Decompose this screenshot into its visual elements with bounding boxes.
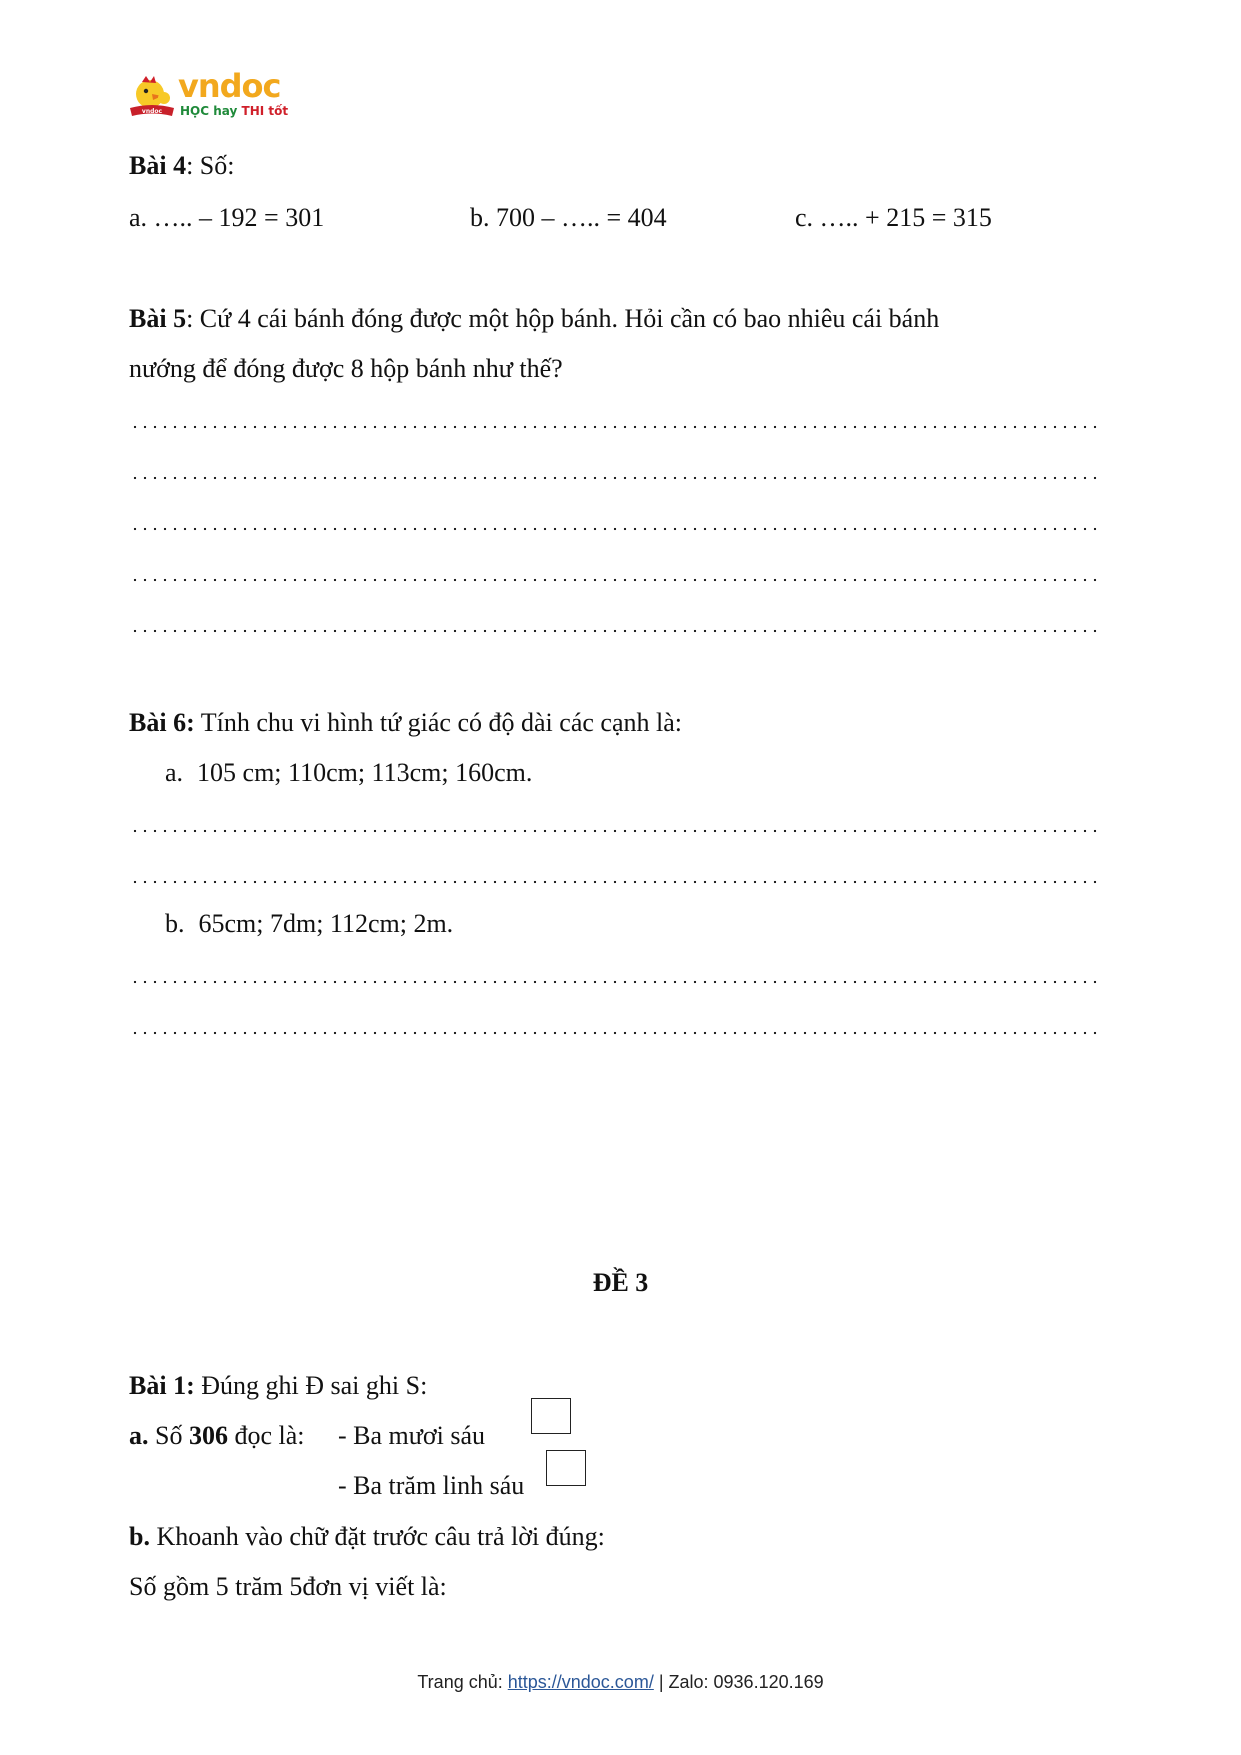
bai4-label: Bài 4	[129, 151, 187, 180]
bai6-label: Bài 6:	[129, 708, 195, 737]
bai6-title: Tính chu vi hình tứ giác có độ dài các cạnh là:	[194, 708, 682, 737]
homepage-link[interactable]: https://vndoc.com/	[507, 1672, 654, 1692]
answer-line[interactable]	[130, 980, 1098, 984]
bai6-item-b: b. 65cm; 7dm; 112cm; 2m.	[165, 909, 454, 938]
bai4-item-b: b. 700 – ….. = 404	[470, 203, 667, 232]
answer-checkbox[interactable]	[546, 1450, 586, 1486]
logo-tagline: HỌC hay THI tốt	[180, 104, 289, 118]
page-footer: Trang chủ: https://vndoc.com/ | Zalo: 0936.120.169	[417, 1672, 824, 1692]
answer-line[interactable]	[130, 829, 1098, 833]
bai4-heading	[129, 150, 235, 182]
bai4-title: : Số:	[186, 151, 235, 180]
bai1-label: Bài 1:	[129, 1371, 195, 1400]
answer-line[interactable]	[130, 629, 1098, 633]
vndoc-logo	[128, 67, 298, 126]
bai5-label: Bài 5	[129, 304, 187, 333]
section-heading-de3: ĐỀ 3	[592, 1268, 649, 1297]
answer-line[interactable]	[130, 578, 1098, 582]
bai6-heading	[129, 707, 682, 739]
bai4-item-c: c. ….. + 215 = 315	[795, 203, 992, 232]
de3-bai1-heading	[129, 1370, 427, 1402]
answer-line[interactable]	[130, 527, 1098, 531]
bai4-item-a: a. ….. – 192 = 301	[129, 203, 325, 232]
bai1-part-b: b. Khoanh vào chữ đặt trước câu trả lời đúng:	[129, 1522, 605, 1551]
chicken-mascot-icon	[128, 74, 176, 122]
bai1-option-2: - Ba trăm linh sáu	[338, 1471, 525, 1500]
logo-wordmark: vndoc	[178, 67, 281, 105]
answer-line[interactable]	[130, 476, 1098, 480]
answer-line[interactable]	[130, 1031, 1098, 1035]
answer-checkbox[interactable]	[531, 1398, 571, 1434]
bai1-option-1: - Ba mươi sáu	[338, 1421, 485, 1450]
answer-line[interactable]	[130, 880, 1098, 884]
bai1-title: Đúng ghi Đ sai ghi S:	[194, 1371, 428, 1400]
bai5-question-line1: Bài 5: Cứ 4 cái bánh đóng được một hộp bánh. Hỏi cần có bao nhiêu cái bánh	[129, 304, 940, 333]
bai1-part-b-question: Số gồm 5 trăm 5đơn vị viết là:	[129, 1572, 447, 1601]
bai6-item-a: a. 105 cm; 110cm; 113cm; 160cm.	[165, 758, 533, 787]
svg-text:vndoc: vndoc	[141, 108, 163, 115]
bai5-question-line2: nướng để đóng được 8 hộp bánh như thế?	[129, 354, 563, 383]
answer-line[interactable]	[130, 425, 1098, 429]
bai1-part-a: a. Số 306 đọc là:	[129, 1421, 305, 1450]
